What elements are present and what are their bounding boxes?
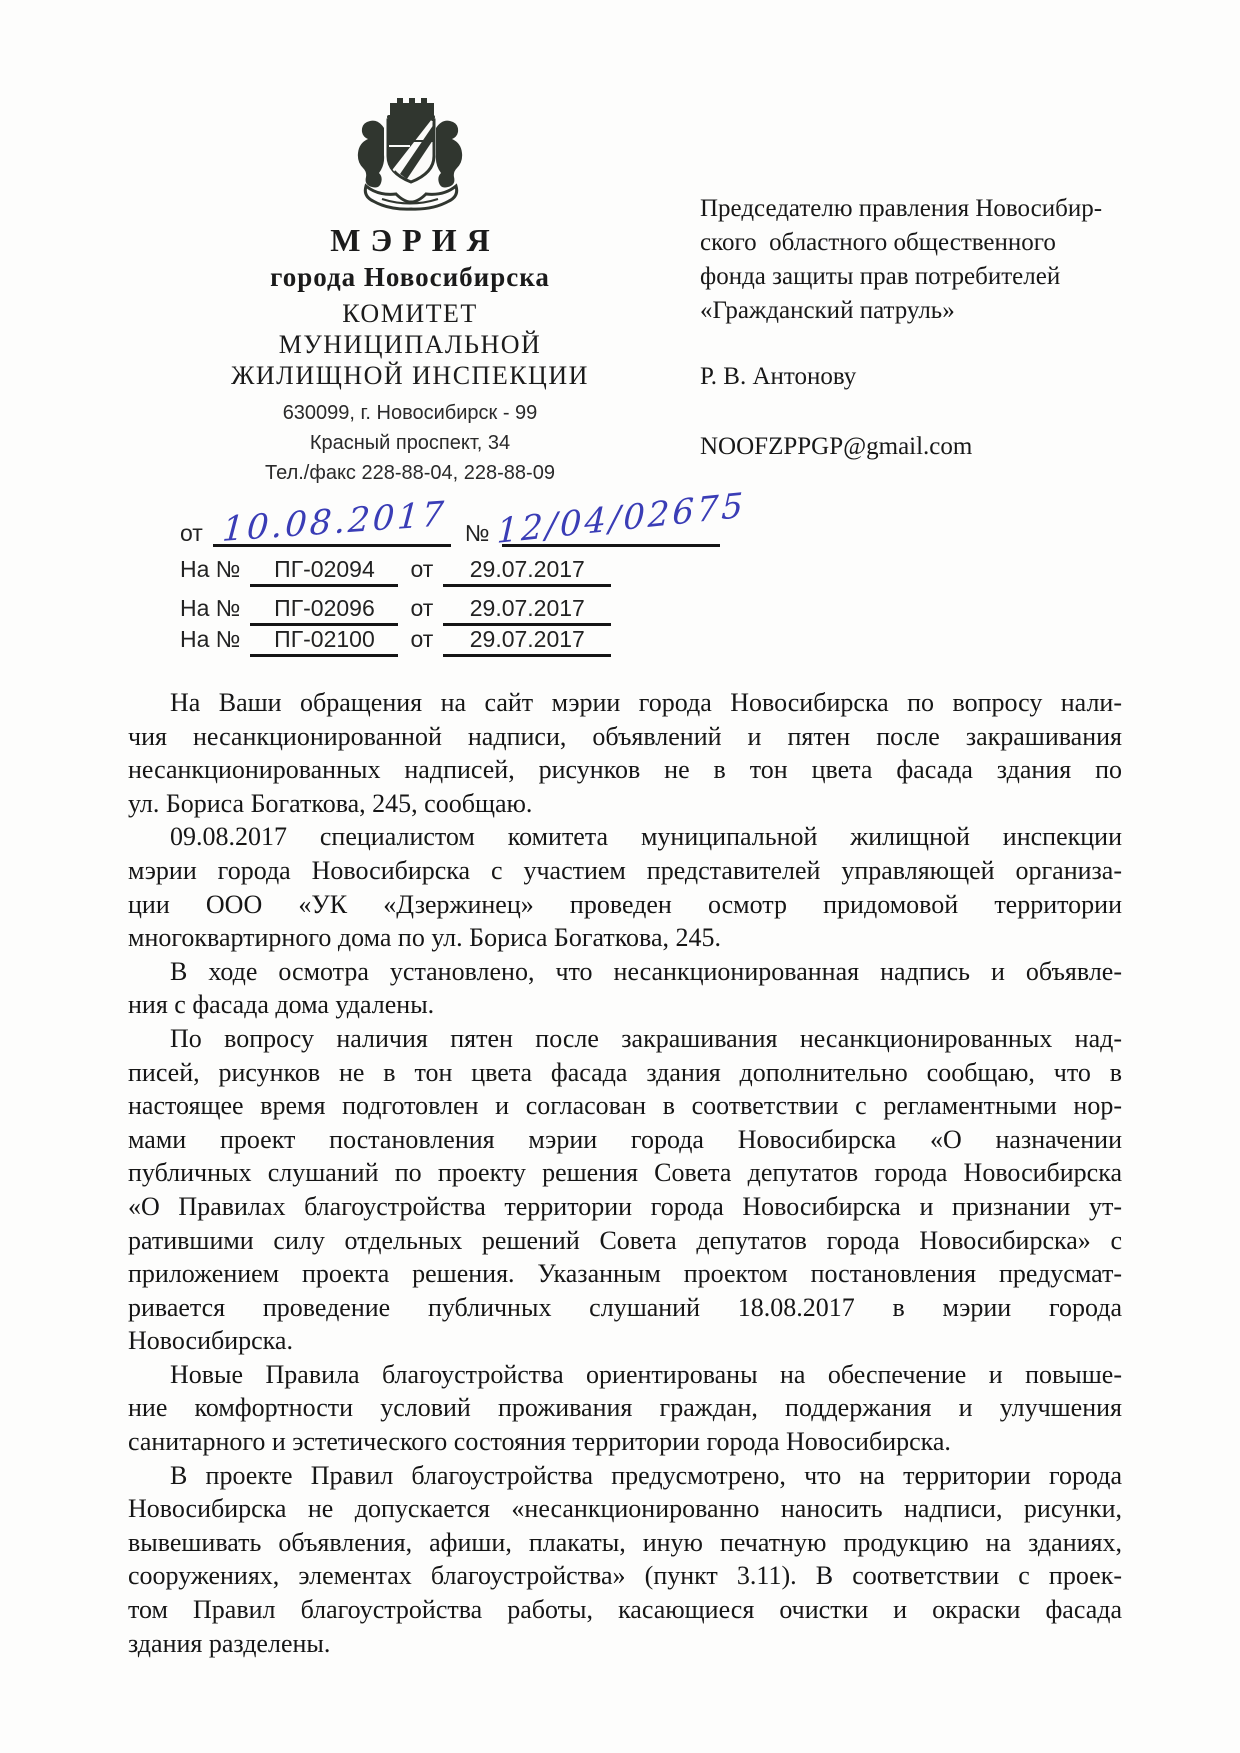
body-line: несанкционированных надписей, рисунков не в тон цвета фасада здания по <box>128 755 1122 785</box>
incoming-ref-from-label: от <box>410 626 434 652</box>
org-dept-line: МУНИЦИПАЛЬНОЙ <box>278 330 542 359</box>
recipient-line: Председателю правления Новосибир- <box>700 195 1103 222</box>
outgoing-ref-line <box>180 485 747 552</box>
incoming-ref-from-label: от <box>410 556 434 582</box>
recipient-name: Р. В. Антонову <box>700 363 857 390</box>
body-line: ние комфортности условий проживания граждан, поддержания и улучшения <box>128 1393 1122 1423</box>
body-line: том Правил благоустройства работы, касающиеся очистки и окраски фасада <box>128 1595 1122 1625</box>
body-line: ул. Бориса Богаткова, 245, сообщаю. <box>128 788 533 818</box>
body-line: В проекте Правил благоустройства предусмотрено, что на территории города <box>170 1460 1122 1490</box>
handwritten-number: 12/04/02675 <box>495 485 747 552</box>
incoming-ref-label: На № <box>180 556 241 582</box>
body-line: мэрии города Новосибирска с участием представителей управляющей организа- <box>128 855 1122 885</box>
body-line: Новосибирска. <box>128 1326 293 1356</box>
recipient-line: фонда защиты прав потребителей <box>700 263 1061 290</box>
incoming-ref-label: На № <box>180 626 241 652</box>
incoming-ref-label: На № <box>180 595 241 621</box>
body-line: ния с фасада дома удалены. <box>128 990 435 1020</box>
outgoing-number-slot <box>495 485 747 552</box>
body-line: санитарного и эстетического состояния территории города Новосибирска. <box>128 1427 951 1457</box>
letterhead <box>150 94 670 488</box>
incoming-ref-line <box>180 595 611 626</box>
body-line: настоящее время подготовлен и согласован в соответствии с регламентными нор- <box>128 1091 1122 1121</box>
body-line: многоквартирного дома по ул. Бориса Богаткова, 245. <box>128 923 721 953</box>
org-title: МЭРИЯ <box>330 222 500 258</box>
body-line: сооружениях, элементах благоустройства» (пункт 3.11). В соответствии с проек- <box>128 1561 1122 1591</box>
recipient-line: ского областного общественного <box>700 229 1056 256</box>
incoming-ref-line <box>180 626 611 657</box>
body-line: Новые Правила благоустройства ориентированы на обеспечение и повыше- <box>170 1359 1122 1389</box>
recipient-line: «Гражданский патруль» <box>700 297 955 324</box>
body-line: По вопросу наличия пятен после закрашивания несанкционированных над- <box>170 1023 1122 1053</box>
body-line: чия несанкционированной надписи, объявлений и пятен после закрашивания <box>128 721 1122 751</box>
recipient-email: NOOFZPPGP@gmail.com <box>700 433 973 460</box>
letter-body <box>128 686 1122 1660</box>
body-line: мами проект постановления мэрии города Новосибирска «О назначении <box>128 1124 1122 1154</box>
incoming-ref-date: 29.07.2017 <box>443 556 611 587</box>
body-line: На Ваши обращения на сайт мэрии города Новосибирска по вопросу нали- <box>170 688 1122 717</box>
body-line: Новосибирска не допускается «несанкционированно наносить надписи, рисунки, <box>128 1494 1122 1524</box>
org-dept-line: ЖИЛИЩНОЙ ИНСПЕКЦИИ <box>231 361 589 390</box>
incoming-ref-number: ПГ-02094 <box>250 556 398 587</box>
incoming-ref-date: 29.07.2017 <box>443 595 611 626</box>
incoming-ref-number: ПГ-02096 <box>250 595 398 626</box>
recipient-block <box>700 192 1150 464</box>
body-line: ции ООО «УК «Дзержинец» проведен осмотр придомовой территории <box>128 889 1122 919</box>
body-line: 09.08.2017 специалистом комитета муниципальной жилищной инспекции <box>170 822 1122 852</box>
org-address-line: 630099, г. Новосибирск - 99 <box>282 402 538 424</box>
body-line: приложением проекта решения. Указанным проектом постановления предусмат- <box>128 1259 1122 1289</box>
body-line: вывешивать объявления, афиши, плакаты, иную печатную продукцию на зданиях, <box>128 1527 1122 1557</box>
body-line: В ходе осмотра установлено, что несанкционированная надпись и объявле- <box>170 956 1122 986</box>
incoming-ref-line <box>180 556 611 587</box>
incoming-ref-date: 29.07.2017 <box>443 626 611 657</box>
body-line: ратившими силу отдельных решений Совета депутатов города Новосибирска» с <box>128 1225 1122 1255</box>
outgoing-from-label: от <box>180 520 203 546</box>
body-line: здания разделены. <box>128 1628 331 1658</box>
org-dept-line: КОМИТЕТ <box>342 299 478 328</box>
outgoing-number-label: № <box>464 520 490 546</box>
incoming-ref-number: ПГ-02100 <box>250 626 398 657</box>
org-phone-line: Тел./факс 228-88-04, 228-88-09 <box>265 462 555 484</box>
incoming-refs <box>180 556 611 657</box>
org-address-line: Красный проспект, 34 <box>309 432 511 454</box>
body-line: «О Правилах благоустройства территории города Новосибирска и признании ут- <box>128 1191 1122 1221</box>
incoming-ref-from-label: от <box>410 595 434 621</box>
novosibirsk-coat-of-arms-icon <box>348 94 472 218</box>
body-line: ривается проведение публичных слушаний 18.08.2017 в мэрии города <box>128 1292 1122 1322</box>
outgoing-date-slot <box>213 494 451 550</box>
org-subtitle: города Новосибирска <box>270 262 550 292</box>
handwritten-date: 10.08.2017 <box>220 494 448 550</box>
body-line: писей, рисунков не в тон цвета фасада здания дополнительно сообщаю, что в <box>128 1057 1122 1087</box>
body-line: публичных слушаний по проекту решения Совета депутатов города Новосибирска <box>128 1158 1122 1188</box>
